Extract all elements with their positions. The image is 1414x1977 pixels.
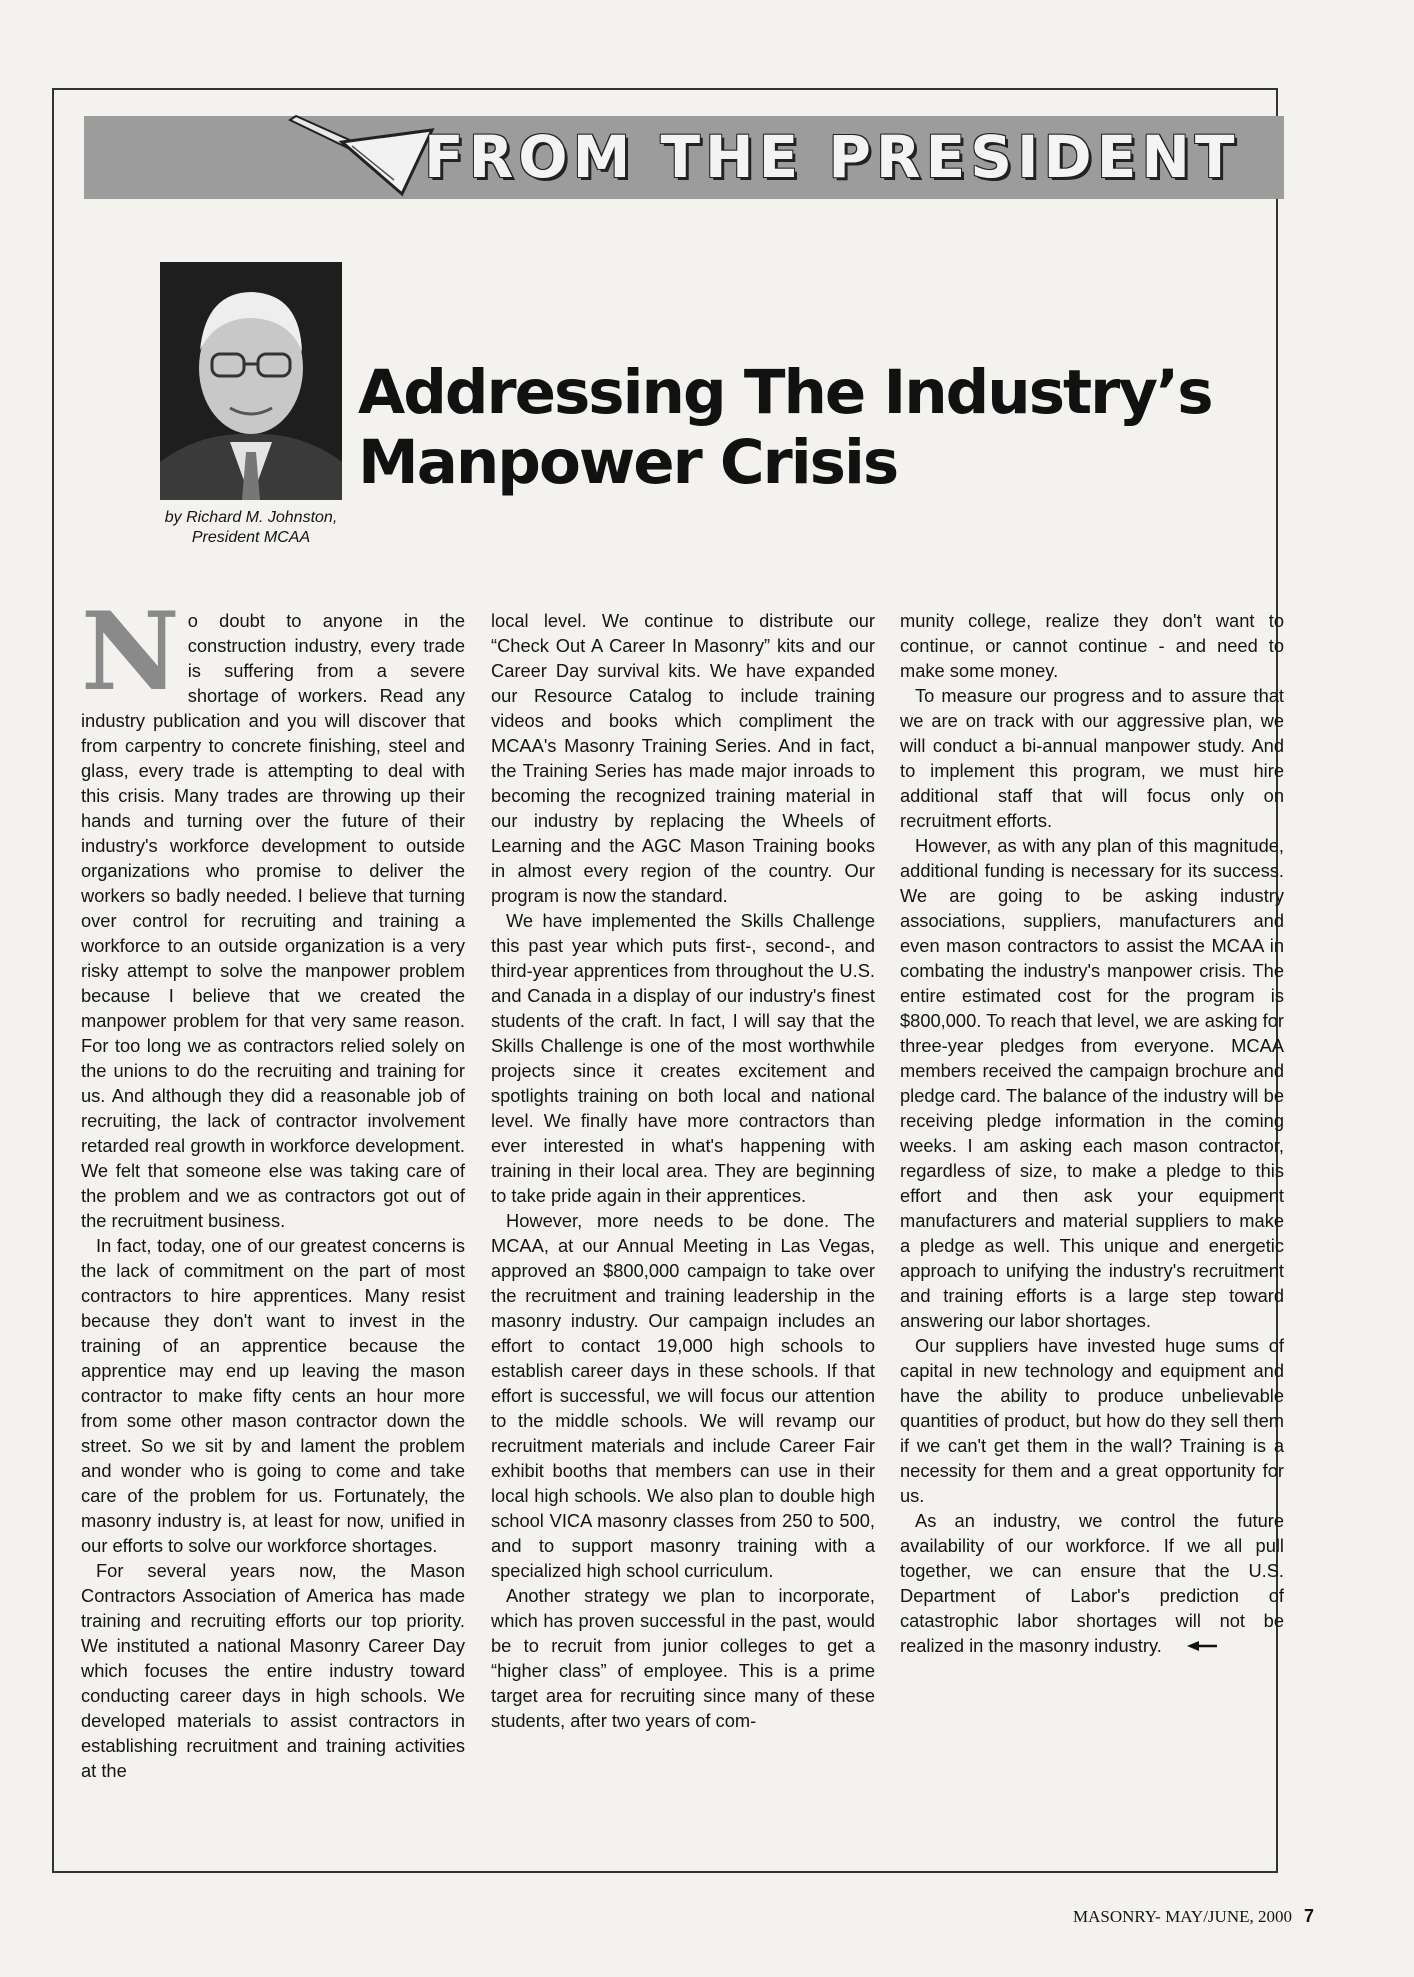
paragraph: However, as with any plan of this magnitude, additional funding is necessary for its success. We are going to be asking industry associations, suppliers, manufacturers and even mason contractors to assist the MCAA in combating the industry's manpower crisis. The entire estimated cost for the program is $800,000. To reach that level, we are asking for three-year pledges from everyone. MCAA members received the campaign brochure and pledge card. The balance of the industry will be receiving pledge information in the coming weeks. I am asking each mason contractor, regardless of size, to make a pledge to this effort and then ask your equipment manufacturers and material suppliers to make a pledge as well. This unique and energetic approach to unifying the industry's recruitment and training efforts is a large step toward answering our labor shortages. [900,835,1284,1331]
paragraph: Another strategy we plan to incorporate, which has proven successful in the past, would be to recruit from junior colleges to get a “higher class” of employee. This is a prime target area for recruiting since many of these students, after two years of com- [491,1585,875,1731]
paragraph: munity college, realize they don't want to continue, or cannot continue - and need to make some money. [900,610,1284,681]
page-footer [1073,1906,1314,1927]
paragraph: In fact, today, one of our greatest concerns is the lack of commitment on the part of most contractors to hire apprentices. Many resist because they don't want to invest in the training of an apprentice because the apprentice may end up leaving the mason contractor to make fifty cents an hour more from some other mason contractor down the street. So we sit by and lament the problem and wonder who is going to come and take care of the problem for us. Fortunately, the masonry industry is, at least for now, unified in our efforts to solve our workforce shortages. [81,1235,465,1556]
section-title: FROM THE PRESIDENT [424,123,1240,191]
article-headline [358,358,1212,498]
page-number: 7 [1303,1906,1314,1926]
article-column-1 [81,589,465,1783]
headline-line-1: Addressing The Industry’s [358,357,1212,428]
paragraph: For several years now, the Mason Contractors Association of America has made training and recruiting efforts our top priority. We instituted a national Masonry Career Day which focuses the entire industry toward conducting career days in high schools. We developed materials to assist contractors in establishing recruitment and training activities at the [81,1560,465,1781]
author-name: by Richard M. Johnston, [164,509,338,526]
paragraph: As an industry, we control the future availability of our workforce. If we all pull together, we can ensure that the U.S. Department of Labor's prediction of catastrophic labor shortages will not be realized in the masonry industry. [900,1510,1284,1656]
author-byline [126,508,376,548]
trowel-end-mark-icon [1170,1635,1219,1660]
paragraph: We have implemented the Skills Challenge this past year which puts first-, second-, and third-year apprentices from throughout the U.S. and Canada in a display of our industry's finest students of the craft. In fact, I will say that the Skills Challenge is one of the most worthwhile projects since it creates excitement and spotlights training on both local and national level. We finally have more contractors than ever interested in what's happening with training in their local area. They are beginning to take pride again in their apprentices. [491,910,875,1206]
drop-cap: N [81,589,180,715]
paragraph: To measure our progress and to assure that we are on track with our aggressive plan, we will conduct a bi-annual manpower study. And to implement this program, we must hire additional staff that will focus only on recruitment efforts. [900,685,1284,831]
author-title: President MCAA [191,529,311,546]
publication-issue: MASONRY- MAY/JUNE, 2000 [1072,1907,1292,1926]
paragraph: o doubt to anyone in the construction industry, every trade is suffering from a severe shortage of workers. Read any industry publication and you will discover that from carpentry to concrete finishing, steel and glass, every trade is attempting to deal with this crisis. Many trades are throwing up their hands and turning over the future of their industry's workforce development to outside organizations who promise to deliver the workers so badly needed. I believe that turning over control for recruiting and training a workforce to an outside organization is a very risky attempt to solve the manpower problem because I believe that we created the manpower problem for that very same reason. For too long we as contractors relied solely on the unions to do the recruiting and training for us. And although they did a reasonable job of recruiting, the lack of contractor involvement retarded real growth in workforce development. We felt that someone else was taking care of the problem and we as contractors got out of the recruitment business. [81,610,465,1231]
article-column-2 [491,608,875,1733]
article-column-3 [900,608,1284,1660]
author-portrait [160,262,342,500]
paragraph: local level. We continue to distribute our “Check Out A Career In Masonry” kits and our Career Day survival kits. We have expanded our Resource Catalog to include training videos and books which compliment the MCAA's Masonry Training Series. And in fact, the Training Series has made major inroads to becoming the recognized training material in our industry by replacing the Wheels of Learning and the AGC Mason Training books in almost every region of the country. Our program is now the standard. [491,610,875,906]
paragraph: Our suppliers have invested huge sums of capital in new technology and equipment and have the ability to produce unbelievable quantities of product, but how do they sell them if we can't get them in the wall? Training is a necessity for them and a great opportunity for us. [900,1335,1284,1506]
paragraph: However, more needs to be done. The MCAA, at our Annual Meeting in Las Vegas, approved an $800,000 campaign to take over the recruitment and training leadership in the masonry industry. Our campaign includes an effort to contact 19,000 high schools to establish career days in these schools. If that effort is successful, we will focus our attention to the middle schools. We will revamp our recruitment materials and include Career Fair exhibit booths that members can use in their local high schools. We also plan to double high school VICA masonry classes from 250 to 500, and to support masonry training with a specialized high school curriculum. [491,1210,875,1581]
headline-line-2: Manpower Crisis [358,427,898,498]
